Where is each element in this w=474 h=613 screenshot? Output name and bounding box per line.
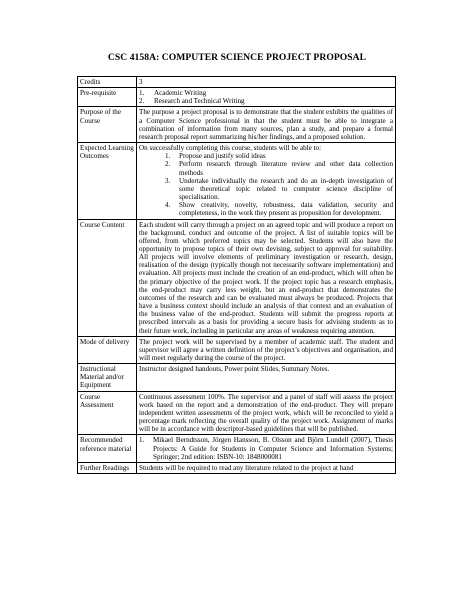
content-label: Course Content: [78, 219, 137, 336]
row-content: [78, 219, 396, 336]
list-item: [139, 97, 393, 105]
prerequisite-list: [139, 89, 393, 105]
references-label: Recommended reference material: [78, 435, 137, 462]
list-item: [139, 160, 393, 176]
list-item: [139, 177, 393, 201]
list-item-number: 1.: [139, 89, 145, 98]
list-item-text: Show creativity, novelty, robustness, data validation, security and completeness, in the work they present as proposition for development.: [179, 201, 393, 218]
list-item: [139, 201, 393, 217]
purpose-text: The purpose a project proposal is to demonstrate that the student exhibits the qualities of a Computer Science professional in that the student must be able to integrate a combination of information from many sources, plan a study, and prepare a formal research proposal report summarizing his/her findings, and a proposed solution.: [137, 107, 396, 143]
row-prerequisite: [78, 88, 396, 107]
list-item: [139, 436, 393, 460]
list-item: [139, 89, 393, 97]
further-text: Students will be required to read any literature related to the project at hand: [137, 462, 396, 473]
content-text: Each student will carry through a project on an agreed topic and will produce a report on the background, conduct and outcome of the project. A list of suitable topics will be offered, from which preferred topics may be selected. Students will also have the opportunity to propose topics of their own devising, subject to approval for suitability. All projects will involve elements of preliminary investigation or research, design, realisation of the design (typically though not necessarily software implementation) and evaluation. All projects must include the creation of an end-product, which will often be the primary objective of the project work. If the project topic has a research emphasis, the end-product may carry less weight, but an end-product that demonstrates the outcomes of the research and can be evaluated must always be produced. Projects that have a business context should include an analysis of that context and an evaluation of the business value of the end-product. Students will submit the progress reports at prescribed intervals as a basis for providing a secure basis for advising students as to their future work, including in particular any areas of weakness requiring attention.: [137, 219, 396, 336]
materials-text: Instructor designed handouts, Power point Slides, Summary Notes.: [137, 364, 396, 391]
row-delivery: [78, 336, 396, 363]
outcomes-list: [139, 152, 393, 217]
list-item-text: Undertake individually the research and do an in-depth investigation of some theoretical topic related to computer science discipline of specialisation.: [179, 176, 393, 202]
credits-label: Credits: [78, 77, 137, 88]
delivery-label: Mode of delivery: [78, 336, 137, 363]
row-references: [78, 435, 396, 462]
list-item-number: 4.: [165, 201, 171, 210]
purpose-label: Purpose of the Course: [78, 107, 137, 143]
outcomes-label: Expected Learning Outcomes: [78, 143, 137, 219]
outcomes-intro: On successfully completing this course, students will be able to:: [139, 144, 322, 153]
list-item-text: Academic Writing: [154, 89, 207, 98]
row-purpose: [78, 107, 396, 143]
row-assessment: [78, 391, 396, 435]
further-label: Further Readings: [78, 462, 137, 473]
list-item-text: Research and Technical Writing: [154, 97, 245, 106]
materials-label: Instructional Material and/or Equipment: [78, 364, 137, 391]
list-item-text: Mikael Berndtsson, Jörgen Hansson, B. Olsson and Björn Lundell (2007), Thesis Projects: A Guide for Students in Computer Science and Information Systems; Springer; 2nd edition: ISBN-10: 1848000081: [153, 436, 393, 461]
assessment-label: Course Assessment: [78, 391, 137, 435]
list-item-number: 2.: [139, 97, 145, 106]
list-item: [139, 152, 393, 160]
credits-value: 3: [137, 77, 396, 88]
course-table: [77, 76, 396, 474]
list-item-number: 1.: [165, 152, 171, 161]
assessment-text: Continuous assessment 100%. The supervisor and a panel of staff will assess the project work based on the report and a demonstration of the end-product. They will prepare independent written assessments of the project work, which will be reconciled to yield a percentage mark reflecting the overall quality of the project work. Assignment of marks will be in accordance with descriptor-based guidelines that will be published.: [137, 391, 396, 435]
list-item-number: 2.: [165, 160, 171, 169]
list-item-text: Perform research through literature review and other data collection methods: [179, 160, 393, 177]
row-outcomes: [78, 143, 396, 219]
list-item-number: 3.: [165, 176, 171, 185]
outcomes-content: [137, 143, 396, 219]
delivery-text: The project work will be supervised by a member of academic staff. The student and supervisor will agree a written definition of the project’s objectives and organisation, and will meet regularly during the course of the project.: [137, 336, 396, 363]
list-item-number: 1.: [139, 436, 145, 445]
row-credits: [78, 77, 396, 88]
row-further: [78, 462, 396, 473]
document-title: CSC 4158A: COMPUTER SCIENCE PROJECT PROPOSAL: [107, 52, 367, 63]
prerequisite-content: [137, 88, 396, 107]
references-content: [137, 435, 396, 462]
list-item-text: Propose and justify solid ideas: [179, 152, 266, 161]
prerequisite-label: Pre-requisite: [78, 88, 137, 107]
references-list: [139, 436, 393, 460]
row-materials: [78, 364, 396, 391]
